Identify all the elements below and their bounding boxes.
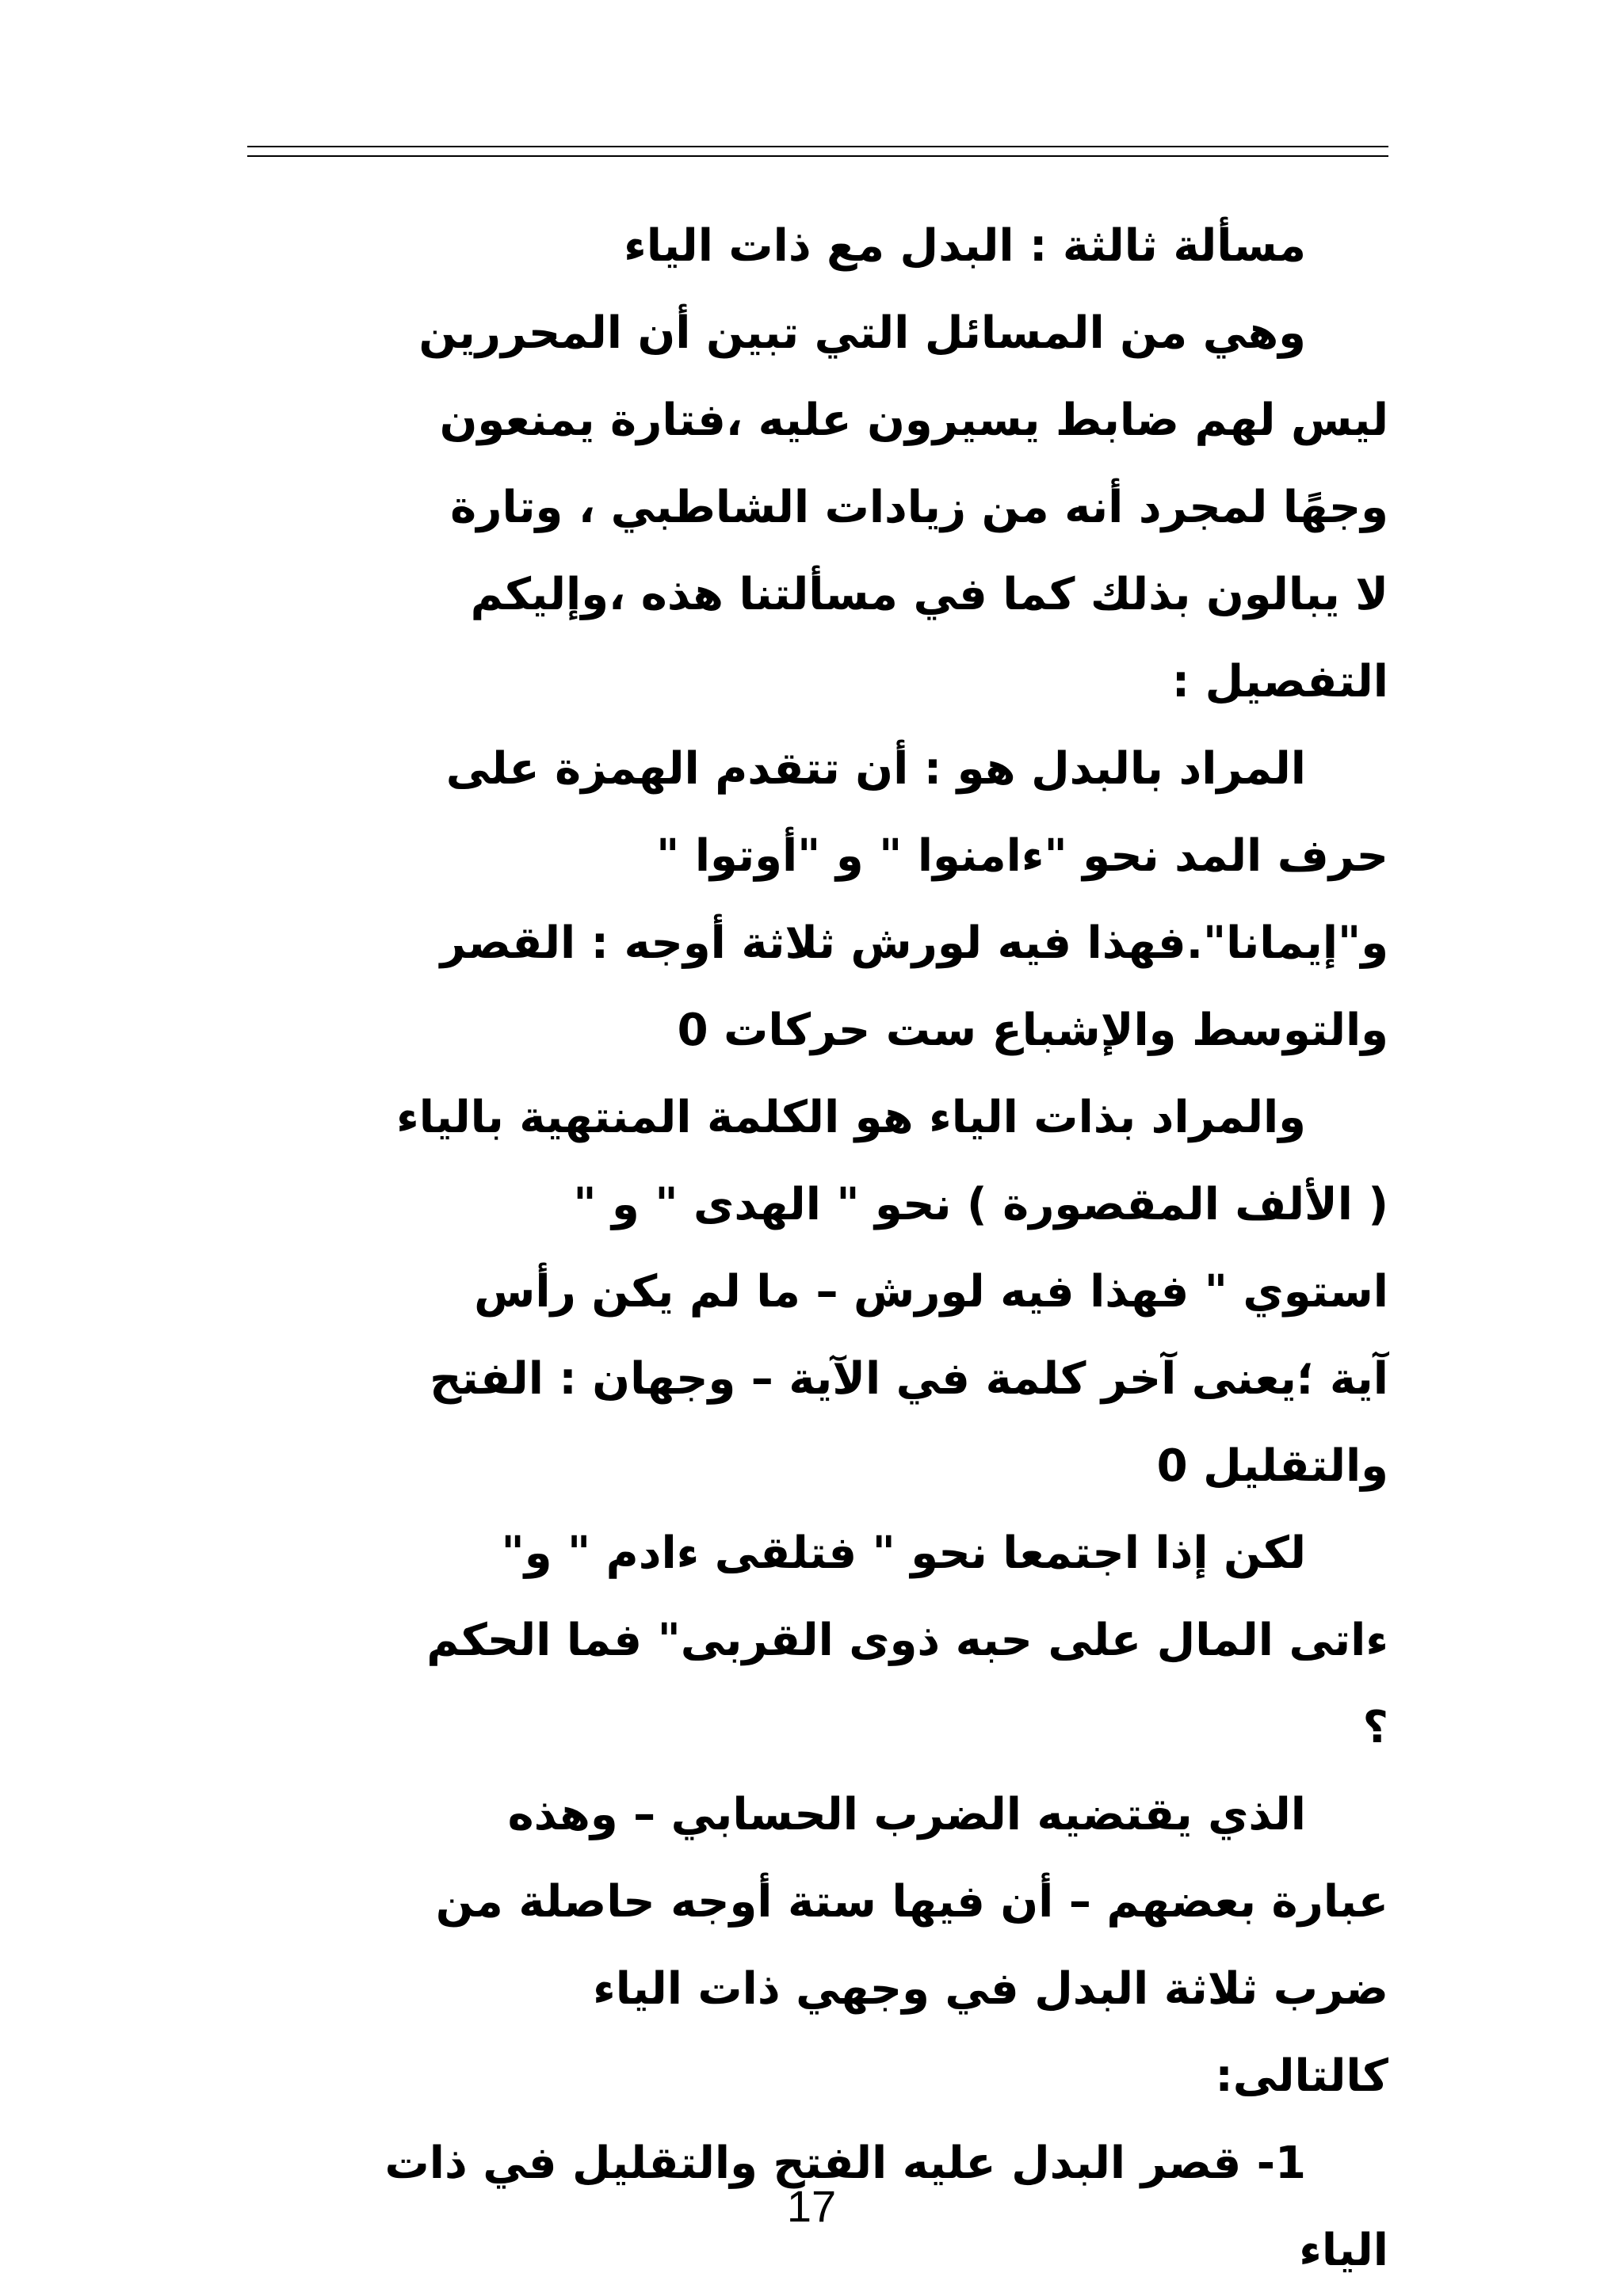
text-line: ضرب ثلاثة البدل في وجهي ذات الياء xyxy=(593,1963,1388,2015)
text-line: والتقليل 0 xyxy=(1156,1440,1388,1492)
list-item-text: 1- قصر البدل عليه الفتح والتقليل في ذات xyxy=(384,2138,1306,2189)
text-line: وجهًا لمجرد أنه من زيادات الشاطبي ، وتارة xyxy=(450,482,1388,533)
text-line: ليس لهم ضابط يسيرون عليه ،فتارة يمنعون xyxy=(439,395,1388,446)
text-line: ءاتى المال على حبه ذوى القربى" فما الحكم xyxy=(426,1615,1388,1666)
text-line: ( الألف المقصورة ) نحو " الهدى " و " xyxy=(573,1179,1388,1230)
text-line: التفصيل : xyxy=(1171,656,1388,707)
page-body xyxy=(247,203,1388,2294)
text-line: لا يبالون بذلك كما في مسألتنا هذه ،وإليكم xyxy=(470,569,1388,620)
text-line: والتوسط والإشباع ست حركات 0 xyxy=(677,1005,1388,1056)
text-line: الياء xyxy=(1299,2225,1388,2276)
text-line: كالتالى: xyxy=(1215,2050,1388,2102)
text-line: عبارة بعضهم – أن فيها ستة أوجه حاصلة من xyxy=(435,1876,1388,1928)
header-double-rule xyxy=(247,146,1388,157)
text-line: ؟ xyxy=(1362,1702,1388,1753)
text-line: لكن إذا اجتمعا نحو " فتلقى ءادم " و" xyxy=(501,1527,1306,1579)
text-line: و"إيمانا".فهذا فيه لورش ثلاثة أوجه : القصر xyxy=(440,917,1388,969)
text-line: آية ؛يعنى آخر كلمة في الآية – وجهان : الفتح xyxy=(430,1353,1388,1405)
text-line: حرف المد نحو "ءامنوا " و "أوتوا " xyxy=(656,830,1388,882)
section-heading: مسألة ثالثة : البدل مع ذات الياء xyxy=(624,220,1306,272)
text-line: استوي " فهذا فيه لورش – ما لم يكن رأس xyxy=(474,1266,1388,1318)
text-line: المراد بالبدل هو : أن تتقدم الهمزة على xyxy=(445,743,1306,795)
text-line: وهي من المسائل التي تبين أن المحررين xyxy=(418,307,1306,359)
text-line: والمراد بذات الياء هو الكلمة المنتهية بالياء xyxy=(396,1092,1306,1143)
text-line: الذي يقتضيه الضرب الحسابي – وهذه xyxy=(507,1789,1306,1840)
page-number: 17 xyxy=(786,2181,837,2231)
